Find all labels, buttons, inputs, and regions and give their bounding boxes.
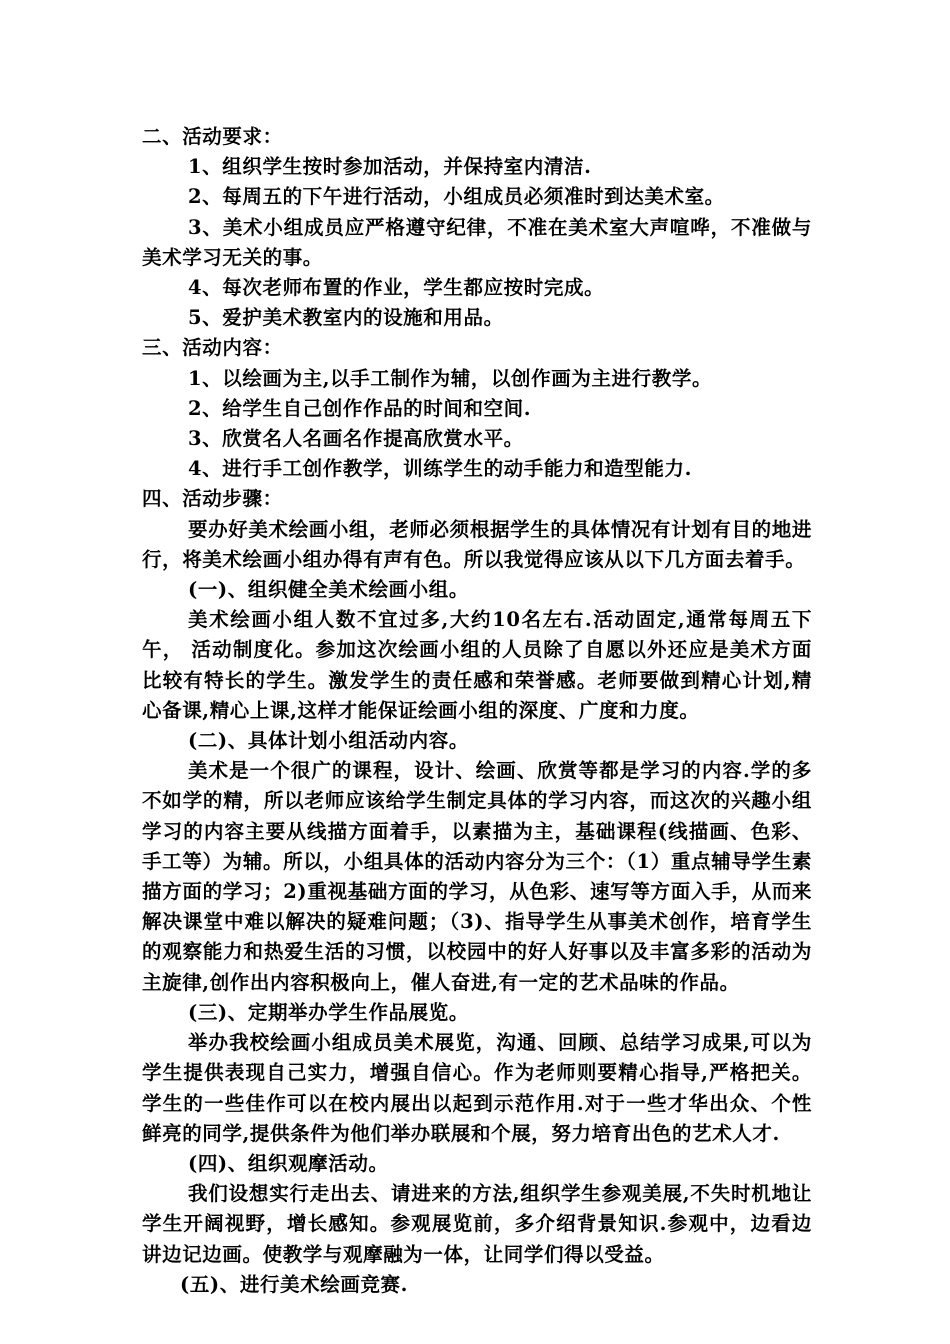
paragraph: 2、给学生自己创作作品的时间和空间.: [188, 396, 532, 420]
paragraph: 3、欣赏名人名画名作提高欣赏水平。: [188, 427, 524, 451]
paragraph: 4、进行手工创作教学，训练学生的动手能力和造型能力.: [188, 457, 692, 481]
paragraph: (五)、进行美术绘画竞赛.: [180, 1272, 409, 1296]
paragraph: 2、每周五的下午进行活动，小组成员必须准时到达美术室。: [188, 185, 725, 209]
paragraph: (四)、组织观摩活动。: [188, 1151, 389, 1175]
section-heading: 三、活动内容：: [142, 336, 283, 360]
section-heading: 四、活动步骤：: [142, 487, 283, 511]
paragraph: 1、组织学生按时参加活动，并保持室内清洁.: [188, 155, 592, 179]
paragraph: 5、爱护美术教室内的设施和用品。: [188, 306, 504, 330]
paragraph: 1、以绘画为主,以手工制作为辅，以创作画为主进行教学。: [188, 366, 713, 390]
paragraph: 3、美术小组成员应严格遵守纪律，不准在美术室大声喧哗，不准做与美术学习无关的事。: [142, 215, 812, 269]
paragraph: 美术绘画小组人数不宜过多,大约10名左右.活动固定,通常每周五下午， 活动制度化。参加这次绘画小组的人员除了自愿以外还应是美术方面比较有特长的学生。激发学生的责任感和荣誉感。老师要做到精心计划,精心备课,精心上课,这样才能保证绘画小组的深度、广度和力度。: [142, 608, 812, 722]
paragraph: 举办我校绘画小组成员美术展览，沟通、回顾、总结学习成果,可以为学生提供表现自己实力，增强自信心。作为老师则要精心指导,严格把关。学生的一些佳作可以在校内展出以起到示范作用.对于一些才华出众、个性鲜亮的同学,提供条件为他们举办联展和个展，努力培育出色的艺术人才.: [142, 1031, 812, 1145]
paragraph: (三)、定期举办学生作品展览。: [188, 1000, 469, 1024]
paragraph: (一)、组织健全美术绘画小组。: [188, 578, 469, 602]
document-body: [142, 122, 812, 1300]
paragraph: (二)、具体计划小组活动内容。: [188, 729, 469, 753]
paragraph: 4、每次老师布置的作业，学生都应按时完成。: [188, 276, 605, 300]
section-heading: 二、活动要求：: [142, 125, 283, 148]
paragraph: 我们设想实行走出去、请进来的方法,组织学生参观美展,不失时机地让学生开阔视野，增长感知。参观展览前，多介绍背景知识.参观中，边看边讲边记边画。使教学与观摩融为一体，让同学们得以受益。: [142, 1182, 812, 1266]
paragraph: 美术是一个很广的课程，设计、绘画、欣赏等都是学习的内容.学的多不如学的精，所以老师应该给学生制定具体的学习内容，而这次的兴趣小组学习的内容主要从线描方面着手，以素描为主，基础课程(线描画、色彩、手工等）为辅。所以，小组具体的活动内容分为三个：（1）重点辅导学生素描方面的学习；2)重视基础方面的学习，从色彩、速写等方面入手，从而来解决课堂中难以解决的疑难问题；（3)、指导学生从事美术创作，培育学生的观察能力和热爱生活的习惯，以校园中的好人好事以及丰富多彩的活动为主旋律,创作出内容积极向上，催人奋进,有一定的艺术品味的作品。: [142, 759, 812, 994]
paragraph: 要办好美术绘画小组，老师必须根据学生的具体情况有计划有目的地进行，将美术绘画小组办得有声有色。所以我觉得应该从以下几方面去着手。: [142, 517, 812, 571]
